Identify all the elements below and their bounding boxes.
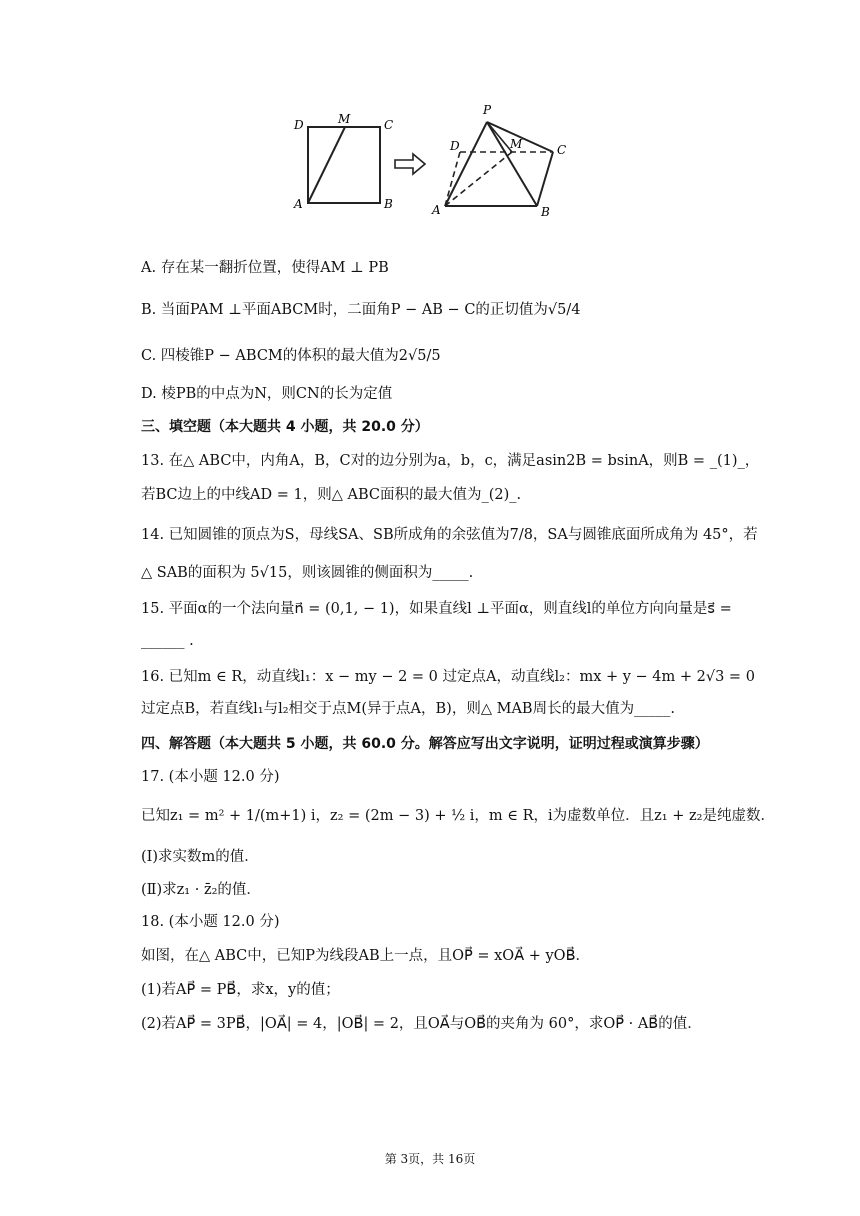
question-17-part1: (Ⅰ)求实数m的值． (141, 849, 259, 865)
question-13-line2: 若BC边上的中线AD = 1，则△ ABC面积的最大值为_(2)_. (141, 487, 522, 503)
label-right-d: D (450, 139, 460, 153)
label-right-m: M (510, 137, 523, 151)
edge-pb (487, 122, 537, 206)
question-17-title: 17. (本小题 12.0 分) (141, 769, 280, 785)
question-18-statement: 如图，在△ ABC中，已知P为线段AB上一点，且OP⃗ = xOA⃗ + yOB⃗． (141, 948, 591, 964)
edge-bc (537, 152, 553, 206)
question-17-statement: 已知z₁ = m² + 1/(m+1) i，z₂ = (2m − 3) + ½ i，m ∈ R，i为虚数单位．且z₁ + z₂是纯虚数． (141, 808, 775, 824)
label-left-b: B (384, 197, 393, 211)
square-abcd (308, 127, 380, 203)
label-left-c: C (384, 118, 394, 132)
question-14-line1: 14. 已知圆锥的顶点为S，母线SA、SB所成角的余弦值为7/8，SA与圆锥底面所成角为 45°，若 (141, 527, 758, 543)
option-a: A. 存在某一翻折位置，使得AM ⊥ PB (141, 260, 389, 276)
label-left-a: A (294, 197, 303, 211)
question-18-title: 18. (本小题 12.0 分) (141, 914, 280, 930)
label-left-m: M (338, 112, 351, 126)
edge-pa (445, 122, 487, 206)
option-d: D. 棱PB的中点为N，则CN的长为定值 (141, 386, 393, 402)
section-answer-heading: 四、解答题（本大题共 5 小题，共 60.0 分。解答应写出文字说明，证明过程或演算步骤） (141, 736, 709, 752)
segment-am (308, 127, 345, 203)
edge-pm (487, 122, 512, 152)
label-right-p: P (483, 103, 492, 117)
label-right-c: C (557, 143, 567, 157)
edge-am-hidden (445, 152, 512, 206)
question-15-line1: 15. 平面α的一个法向量n⃗ = (0,1, − 1)，如果直线l ⊥平面α，则直线l的单位方向向量是s⃗ = (141, 601, 732, 617)
label-left-d: D (294, 118, 304, 132)
option-c: C. 四棱锥P − ABCM的体积的最大值为2√5/5 (141, 348, 441, 364)
question-18-part1: (1)若AP⃗ = PB⃗，求x，y的值； (141, 982, 340, 998)
question-14-line2: △ SAB的面积为 5√15，则该圆锥的侧面积为_____. (141, 565, 474, 581)
question-16-line1: 16. 已知m ∈ R，动直线l₁：x − my − 2 = 0 过定点A，动直线l₂：mx + y − 4m + 2√3 = 0 (141, 669, 755, 685)
question-15-line2: ______ . (141, 633, 194, 649)
label-right-b: B (541, 205, 550, 219)
label-right-a: A (432, 203, 441, 217)
page-footer: 第 3页，共 16页 (384, 1152, 476, 1166)
option-b: B. 当面PAM ⊥平面ABCM时，二面角P − AB − C的正切值为√5/4 (141, 302, 581, 318)
question-18-part2: (2)若AP⃗ = 3PB⃗，|OA⃗| = 4，|OB⃗| = 2，且OA⃗与OB⃗的夹角为 60°，求OP⃗ · AB⃗的值． (141, 1016, 702, 1032)
folding-figure (280, 98, 590, 228)
section-fill-blank-heading: 三、填空题（本大题共 4 小题，共 20.0 分） (141, 419, 429, 435)
arrow-icon (395, 154, 425, 174)
question-17-part2: (Ⅱ)求z₁ · z̄₂的值． (141, 882, 261, 898)
question-16-line2: 过定点B，若直线l₁与l₂相交于点M(异于点A，B)，则△ MAB周长的最大值为_____. (141, 701, 675, 717)
question-13-line1: 13. 在△ ABC中，内角A，B，C对的边分别为a，b，c，满足asin2B = bsinA，则B = _(1)_， (141, 453, 760, 469)
